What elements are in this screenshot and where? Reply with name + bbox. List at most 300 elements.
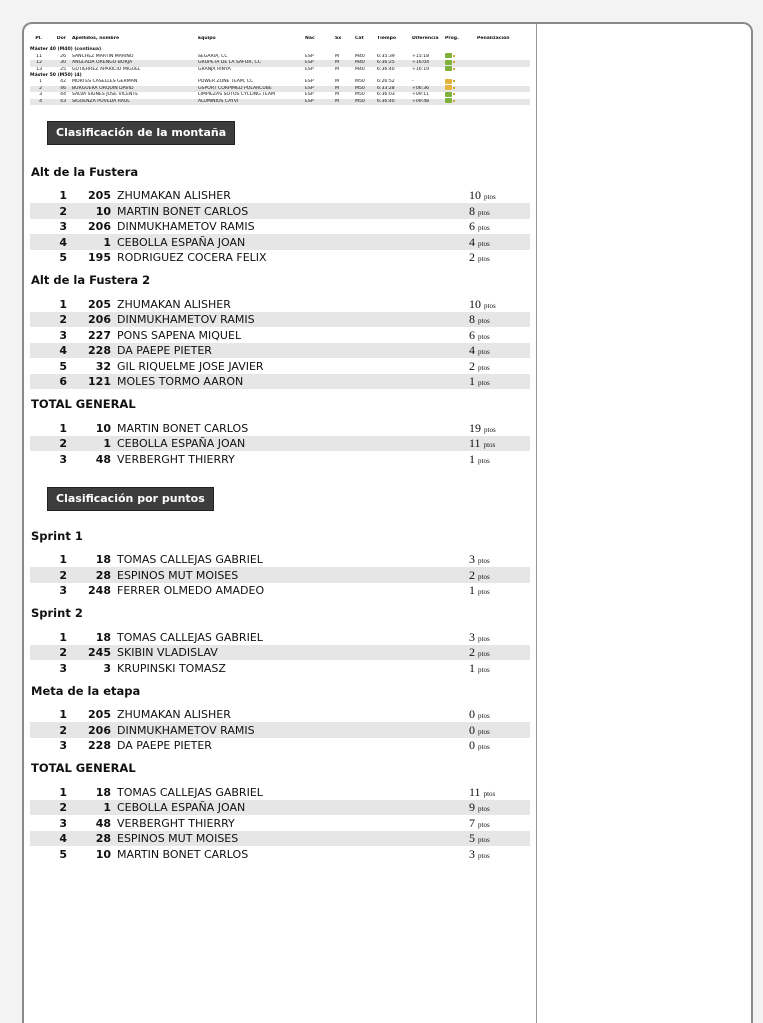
cell-pl: 12 (36, 60, 42, 66)
progress-dot-icon (453, 61, 455, 63)
rider-name: FERRER OLMEDO AMADEO (117, 584, 265, 598)
rider-position: 6 (59, 375, 67, 389)
list-item (30, 800, 530, 816)
group-title: Máster 50 (M50) (4) (30, 72, 82, 78)
list-item (30, 343, 530, 359)
points-unit: ptos (478, 557, 490, 566)
cell-dor: 25 (60, 66, 66, 72)
rider-position: 1 (59, 553, 67, 567)
classification-list (30, 296, 530, 389)
header-time: Tiempo (377, 36, 397, 41)
cell-pl: 1 (39, 79, 42, 85)
header-cat: Cat (355, 36, 364, 41)
cell-time: 6:35:39 (377, 53, 395, 59)
list-item (30, 831, 530, 847)
progress-dot-icon (453, 68, 455, 70)
rider-name: ESPINOS MUT MOISES (117, 568, 239, 582)
block-title: TOTAL GENERAL (31, 761, 136, 776)
rider-points (469, 374, 519, 389)
classification-list (30, 420, 530, 467)
rider-position: 1 (59, 630, 67, 644)
rider-points (469, 785, 519, 800)
points-value: 10 (469, 296, 481, 311)
points-value: 4 (469, 343, 475, 358)
rider-dorsal: 28 (95, 568, 111, 582)
rider-name: CEBOLLA ESPAÑA JOAN (117, 801, 246, 815)
header-sx: Sx (335, 36, 342, 41)
rider-points (469, 738, 519, 753)
rider-dorsal: 245 (88, 646, 111, 660)
rider-points (469, 645, 519, 660)
progress-same-icon (445, 85, 452, 90)
cell-team: SEGARIA, CC (198, 53, 228, 59)
rider-position: 4 (59, 832, 67, 846)
rider-dorsal: 206 (88, 723, 111, 737)
cell-name: BURGUERA ORQUIN DAVID (72, 85, 134, 91)
rider-position: 2 (59, 568, 67, 582)
rider-points (469, 297, 519, 312)
points-unit: ptos (484, 301, 496, 310)
rider-name: CEBOLLA ESPAÑA JOAN (117, 437, 246, 451)
rider-points (469, 583, 519, 598)
cell-prog (445, 66, 477, 73)
points-unit: ptos (478, 588, 490, 597)
points-unit: ptos (478, 650, 490, 659)
rider-dorsal: 205 (88, 189, 111, 203)
cell-cat: M40 (355, 53, 365, 59)
rider-name: GIL RIQUELME JOSE JAVIER (117, 359, 264, 373)
rider-position: 2 (59, 437, 67, 451)
cell-name: ANGLADA ORENGO BORJA (72, 60, 133, 66)
progress-up-icon (445, 92, 452, 97)
rider-dorsal: 206 (88, 220, 111, 234)
classification-list (30, 784, 530, 862)
points-value: 2 (469, 250, 475, 265)
rider-points (469, 250, 519, 265)
results-groups (30, 47, 530, 105)
cell-dor: 43 (60, 98, 66, 104)
points-unit: ptos (484, 425, 496, 434)
cell-cat: M40 (355, 66, 365, 72)
points-value: 11 (469, 784, 481, 799)
cell-sx: M (335, 92, 339, 98)
classification-section (30, 121, 530, 467)
rider-dorsal: 205 (88, 708, 111, 722)
list-item (30, 203, 530, 219)
rider-dorsal: 18 (95, 785, 111, 799)
cell-dor: 26 (60, 53, 66, 59)
cell-team: GRUPETA DE LA SAFOR, CC (198, 60, 261, 66)
rider-dorsal: 205 (88, 297, 111, 311)
rider-name: ZHUMAKAN ALISHER (117, 189, 231, 203)
progress-dot-icon (453, 93, 455, 95)
rider-name: VERBERGHT THIERRY (117, 452, 235, 466)
rider-position: 5 (59, 251, 67, 265)
list-item (30, 784, 530, 800)
cell-diff: +16:19 (412, 66, 430, 72)
list-item (30, 645, 530, 661)
cell-sx: M (335, 66, 339, 72)
cell-nac: ESP (305, 79, 314, 85)
column-divider (536, 24, 537, 1023)
rider-position: 3 (59, 816, 67, 830)
list-item (30, 219, 530, 235)
cell-diff: +09:48 (412, 98, 430, 104)
list-item (30, 374, 530, 390)
rider-name: MARTIN BONET CARLOS (117, 847, 249, 861)
points-value: 0 (469, 738, 475, 753)
list-item (30, 296, 530, 312)
table-row (30, 99, 530, 105)
cell-diff: +16:04 (412, 60, 430, 66)
points-value: 2 (469, 567, 475, 582)
cell-team: POWER ZONE TEAM, CC (198, 79, 254, 85)
points-value: 7 (469, 815, 475, 830)
list-item (30, 583, 530, 599)
classification-section (30, 487, 530, 862)
cell-time: 6:26:52 (377, 79, 395, 85)
rider-dorsal: 10 (95, 421, 111, 435)
rider-position: 4 (59, 235, 67, 249)
points-value: 8 (469, 312, 475, 327)
table-row (30, 67, 530, 73)
list-item (30, 660, 530, 676)
cell-nac: ESP (305, 98, 314, 104)
cell-team: GSPORT CORPIMED POLARCUBE (198, 85, 272, 91)
classification-sections (30, 121, 530, 862)
rider-name: CEBOLLA ESPAÑA JOAN (117, 235, 246, 249)
rider-name: KRUPINSKI TOMASZ (117, 661, 226, 675)
list-item (30, 451, 530, 467)
rider-points (469, 847, 519, 862)
rider-position: 3 (59, 220, 67, 234)
rider-points (469, 436, 519, 451)
cell-name: SANCHEZ MARTIN MARINO (72, 53, 134, 59)
points-value: 9 (469, 800, 475, 815)
cell-team: GRANJA RINYA (198, 66, 231, 72)
classification-block (30, 606, 530, 676)
list-item (30, 815, 530, 831)
points-unit: ptos (478, 332, 490, 341)
cell-time: 6:36:25 (377, 60, 395, 66)
rider-points (469, 219, 519, 234)
rider-dorsal: 1 (103, 437, 111, 451)
rider-name: DINMUKHAMETOV RAMIS (117, 313, 255, 327)
cell-sx: M (335, 53, 339, 59)
rider-dorsal: 1 (103, 801, 111, 815)
progress-dot-icon (453, 55, 455, 57)
page-content (30, 36, 530, 862)
list-item (30, 234, 530, 250)
points-unit: ptos (478, 851, 490, 860)
points-value: 3 (469, 846, 475, 861)
rider-position: 1 (59, 297, 67, 311)
rider-points (469, 630, 519, 645)
points-unit: ptos (478, 805, 490, 814)
cell-time: 6:36:40 (377, 66, 395, 72)
points-unit: ptos (478, 379, 490, 388)
rider-position: 3 (59, 661, 67, 675)
cell-cat: M50 (355, 79, 365, 85)
rider-position: 2 (59, 723, 67, 737)
points-unit: ptos (478, 255, 490, 264)
rider-position: 5 (59, 359, 67, 373)
rider-points (469, 452, 519, 467)
rider-dorsal: 18 (95, 553, 111, 567)
list-item (30, 358, 530, 374)
classification-block (30, 165, 530, 266)
rider-dorsal: 32 (95, 359, 111, 373)
list-item (30, 738, 530, 754)
header-penalty: Penalización (477, 36, 510, 41)
rider-name: ZHUMAKAN ALISHER (117, 708, 231, 722)
points-value: 1 (469, 583, 475, 598)
classification-list (30, 188, 530, 266)
header-diff: Diferencia (412, 36, 439, 41)
progress-up-icon (445, 60, 452, 65)
cell-dor: 44 (60, 92, 66, 98)
cell-pl: 11 (36, 53, 42, 59)
progress-dot-icon (453, 87, 455, 89)
cell-cat: M50 (355, 92, 365, 98)
header-prog: Prog. (445, 36, 459, 41)
cell-pl: 13 (36, 66, 42, 72)
classification-block (30, 684, 530, 754)
classification-list (30, 552, 530, 599)
progress-same-icon (445, 79, 452, 84)
rider-name: MARTIN BONET CARLOS (117, 204, 249, 218)
cell-nac: ESP (305, 53, 314, 59)
list-item (30, 629, 530, 645)
rider-name: DINMUKHAMETOV RAMIS (117, 723, 255, 737)
rider-name: MOLES TORMO AARON (117, 375, 244, 389)
rider-dorsal: 48 (95, 816, 111, 830)
document-page (22, 22, 753, 1023)
block-title: Alt de la Fustera 2 (31, 273, 151, 288)
rider-points (469, 661, 519, 676)
rider-points (469, 359, 519, 374)
rider-position: 3 (59, 328, 67, 342)
rider-points (469, 816, 519, 831)
rider-points (469, 707, 519, 722)
rider-dorsal: 195 (88, 251, 111, 265)
points-value: 1 (469, 374, 475, 389)
rider-position: 2 (59, 646, 67, 660)
points-value: 8 (469, 203, 475, 218)
rider-position: 1 (59, 785, 67, 799)
rider-name: DINMUKHAMETOV RAMIS (117, 220, 255, 234)
classification-block (30, 397, 530, 467)
cell-cat: M50 (355, 98, 365, 104)
list-item (30, 420, 530, 436)
points-unit: ptos (483, 789, 496, 798)
progress-dot-icon (453, 80, 455, 82)
cell-sx: M (335, 85, 339, 91)
points-value: 10 (469, 188, 481, 203)
points-value: 1 (469, 451, 475, 466)
points-value: 11 (469, 436, 481, 451)
rider-points (469, 343, 519, 358)
results-table (30, 36, 530, 105)
points-unit: ptos (478, 572, 490, 581)
points-unit: ptos (478, 456, 490, 465)
cell-team: LIMPIEZAS SOTOS CYCLING TEAM (198, 92, 275, 98)
cell-team: ALUMINIOS CAYVI (198, 98, 239, 104)
rider-points (469, 421, 519, 436)
list-item (30, 552, 530, 568)
points-unit: ptos (478, 363, 490, 372)
points-unit: ptos (478, 820, 490, 829)
cell-time: 6:36:03 (377, 92, 395, 98)
rider-name: TOMAS CALLEJAS GABRIEL (117, 630, 263, 644)
cell-pl: 3 (39, 92, 42, 98)
rider-position: 5 (59, 847, 67, 861)
cell-sx: M (335, 98, 339, 104)
rider-name: DA PAEPE PIETER (117, 739, 212, 753)
cell-name: GUTIERREZ APARICIO MIGUEL (72, 66, 141, 72)
rider-name: DA PAEPE PIETER (117, 344, 212, 358)
cell-dor: 42 (60, 79, 66, 85)
classification-block (30, 273, 530, 389)
results-table-header (30, 36, 530, 42)
rider-points (469, 568, 519, 583)
block-title: TOTAL GENERAL (31, 397, 136, 412)
group-title: Máster 40 (M40) (continua) (30, 47, 102, 53)
cell-pl: 2 (39, 85, 42, 91)
points-value: 2 (469, 645, 475, 660)
cell-sx: M (335, 60, 339, 66)
rider-name: TOMAS CALLEJAS GABRIEL (117, 785, 263, 799)
rider-dorsal: 121 (88, 375, 111, 389)
rider-dorsal: 248 (88, 584, 111, 598)
cell-sx: M (335, 79, 339, 85)
block-title: Meta de la etapa (31, 683, 141, 698)
list-item (30, 707, 530, 723)
rider-points (469, 800, 519, 815)
points-unit: ptos (478, 224, 490, 233)
cell-cat: M50 (355, 85, 365, 91)
progress-up-icon (445, 98, 452, 103)
cell-nac: ESP (305, 85, 314, 91)
points-unit: ptos (478, 239, 490, 248)
points-value: 5 (469, 831, 475, 846)
cell-cat: M40 (355, 60, 365, 66)
list-item (30, 436, 530, 452)
rider-dorsal: 3 (103, 661, 111, 675)
block-title: Sprint 1 (31, 528, 83, 543)
cell-name: SALVA SIGNES JOSE VICENTE (72, 92, 139, 98)
cell-name: SIGUENZA POVEDA RAUL (72, 98, 130, 104)
points-value: 3 (469, 552, 475, 567)
rider-name: ZHUMAKAN ALISHER (117, 297, 231, 311)
rider-name: RODRIGUEZ COCERA FELIX (117, 251, 267, 265)
cell-pl: 4 (39, 98, 42, 104)
list-item (30, 312, 530, 328)
rider-name: SKIBIN VLADISLAV (117, 646, 218, 660)
cell-diff: - (412, 79, 414, 85)
classification-list (30, 707, 530, 754)
rider-name: ESPINOS MUT MOISES (117, 832, 239, 846)
rider-points (469, 328, 519, 343)
block-title: Sprint 2 (31, 606, 83, 621)
points-value: 0 (469, 722, 475, 737)
progress-up-icon (445, 66, 452, 71)
rider-dorsal: 228 (88, 739, 111, 753)
cell-prog (445, 98, 477, 105)
list-item (30, 722, 530, 738)
points-value: 19 (469, 420, 481, 435)
rider-dorsal: 227 (88, 328, 111, 342)
rider-points (469, 552, 519, 567)
cell-diff: +15:18 (412, 53, 430, 59)
cell-dor: 46 (60, 85, 66, 91)
list-item (30, 567, 530, 583)
rider-points (469, 188, 519, 203)
cell-time: 6:33:28 (377, 85, 395, 91)
progress-up-icon (445, 53, 452, 58)
points-unit: ptos (478, 348, 490, 357)
points-value: 3 (469, 629, 475, 644)
rider-dorsal: 10 (95, 204, 111, 218)
points-unit: ptos (478, 665, 490, 674)
rider-position: 1 (59, 708, 67, 722)
classification-list (30, 629, 530, 676)
list-item (30, 846, 530, 862)
rider-position: 3 (59, 452, 67, 466)
rider-points (469, 235, 519, 250)
rider-points (469, 312, 519, 327)
rider-position: 3 (59, 584, 67, 598)
header-name: Apellidos, nombre (72, 36, 120, 41)
points-value: 6 (469, 219, 475, 234)
section-banner: Clasificación por puntos (47, 487, 214, 511)
rider-dorsal: 10 (95, 847, 111, 861)
rider-position: 2 (59, 313, 67, 327)
rider-dorsal: 1 (103, 235, 111, 249)
points-value: 6 (469, 327, 475, 342)
rider-name: PONS SAPENA MIQUEL (117, 328, 242, 342)
points-value: 2 (469, 358, 475, 373)
cell-dor: 30 (60, 60, 66, 66)
rider-points (469, 723, 519, 738)
section-banner: Clasificación de la montaña (47, 121, 235, 145)
points-unit: ptos (478, 727, 490, 736)
header-team: Equipo (198, 36, 216, 41)
rider-position: 1 (59, 189, 67, 203)
rider-position: 1 (59, 421, 67, 435)
block-title: Alt de la Fustera (31, 164, 139, 179)
progress-dot-icon (453, 100, 455, 102)
rider-position: 2 (59, 801, 67, 815)
list-item (30, 327, 530, 343)
list-item (30, 188, 530, 204)
points-unit: ptos (478, 317, 490, 326)
points-unit: ptos (478, 208, 490, 217)
rider-dorsal: 28 (95, 832, 111, 846)
cell-diff: +09:11 (412, 92, 430, 98)
rider-name: TOMAS CALLEJAS GABRIEL (117, 553, 263, 567)
cell-nac: ESP (305, 92, 314, 98)
points-unit: ptos (478, 836, 490, 845)
header-nac: Nac (305, 36, 315, 41)
cell-nac: ESP (305, 60, 314, 66)
header-dor: Dor (56, 36, 66, 41)
cell-name: MORTES CASELLES GERMAN (72, 79, 138, 85)
points-unit: ptos (484, 193, 496, 202)
rider-position: 3 (59, 739, 67, 753)
rider-name: VERBERGHT THIERRY (117, 816, 235, 830)
rider-position: 4 (59, 344, 67, 358)
